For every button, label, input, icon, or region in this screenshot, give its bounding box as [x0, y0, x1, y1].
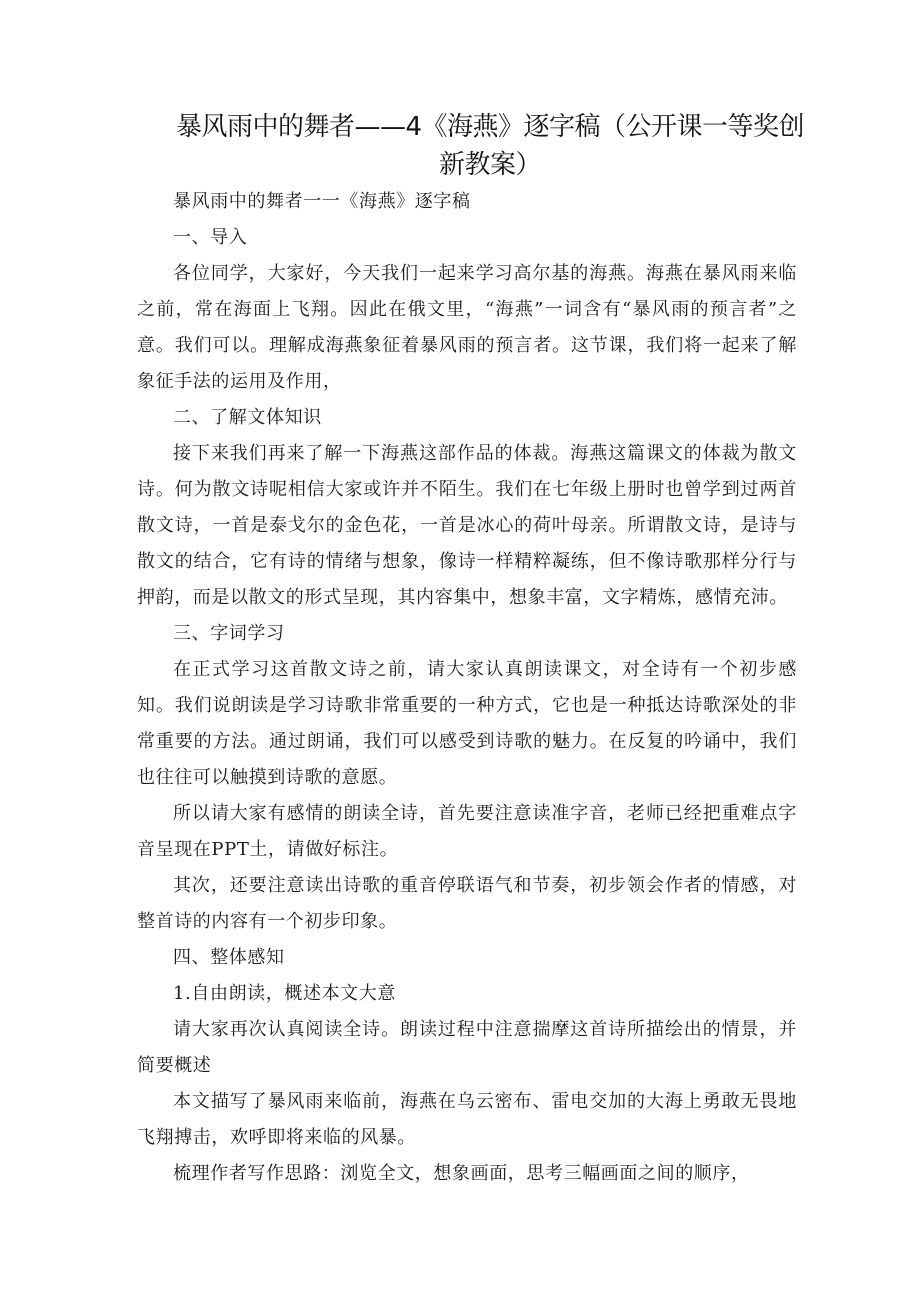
paragraph: 各位同学，大家好，今天我们一起来学习高尔基的海燕。海燕在暴风雨来临之前，常在海面上飞翔。因此在俄文里，“海燕”一词含有“暴风雨的预言者”之意。我们可以。理解成海燕象征着暴风雨的预言者。这节课，我们将一起来了解象征手法的运用及作用， — [137, 263, 797, 392]
section-heading-intro: 一、导入 — [173, 227, 248, 248]
section-heading-overview: 四、整体感知 — [173, 947, 285, 968]
paragraph: 所以请大家有感情的朗读全诗，首先要注意读准字音，老师已经把重难点字音呈现在PPT土，请做好标注。 — [137, 803, 797, 860]
paragraph: 在正式学习这首散文诗之前，请大家认真朗读课文，对全诗有一个初步感知。我们说朗读是学习诗歌非常重要的一种方式，它也是一种抵达诗歌深处的非常重要的方法。通过朗诵，我们可以感受到诗歌的魅力。在反复的吟诵中，我们也往往可以触摸到诗歌的意愿。 — [137, 659, 797, 788]
section-heading-vocabulary: 三、字词学习 — [173, 623, 285, 644]
document-body — [137, 184, 797, 1192]
paragraph: 接下来我们再来了解一下海燕这部作品的体裁。海燕这篇课文的体裁为散文诗。何为散文诗呢相信大家或许并不陌生。我们在七年级上册时也曾学到过两首散文诗，一首是泰戈尔的金色花，一首是冰心的荷叶母亲。所谓散文诗，是诗与散文的结合，它有诗的情绪与想象，像诗一样精粹凝练，但不像诗歌那样分行与押韵，而是以散文的形式呈现，其内容集中，想象丰富，文字精炼，感情充沛。 — [137, 443, 797, 608]
paragraph: 其次，还要注意读出诗歌的重音停联语气和节奏，初步领会作者的情感，对整首诗的内容有一个初步印象。 — [137, 875, 797, 932]
document-title: 暴风雨中的舞者——4《海燕》逐字稿（公开课一等奖创新教案） — [175, 112, 805, 180]
paragraph-subtitle: 暴风雨中的舞者一一《海燕》逐字稿 — [173, 191, 471, 212]
section-heading-genre: 二、了解文体知识 — [173, 407, 322, 428]
subheading: 1.自由朗读，概述本文大意 — [173, 983, 396, 1004]
paragraph: 本文描写了暴风雨来临前，海燕在乌云密布、雷电交加的大海上勇敢无畏地飞翔搏击，欢呼即将来临的风暴。 — [137, 1091, 797, 1148]
paragraph: 梳理作者写作思路：浏览全文，想象画面，思考三幅画面之间的顺序， — [173, 1163, 750, 1184]
paragraph: 请大家再次认真阅读全诗。朗读过程中注意揣摩这首诗所描绘出的情景，并简要概述 — [137, 1019, 797, 1076]
